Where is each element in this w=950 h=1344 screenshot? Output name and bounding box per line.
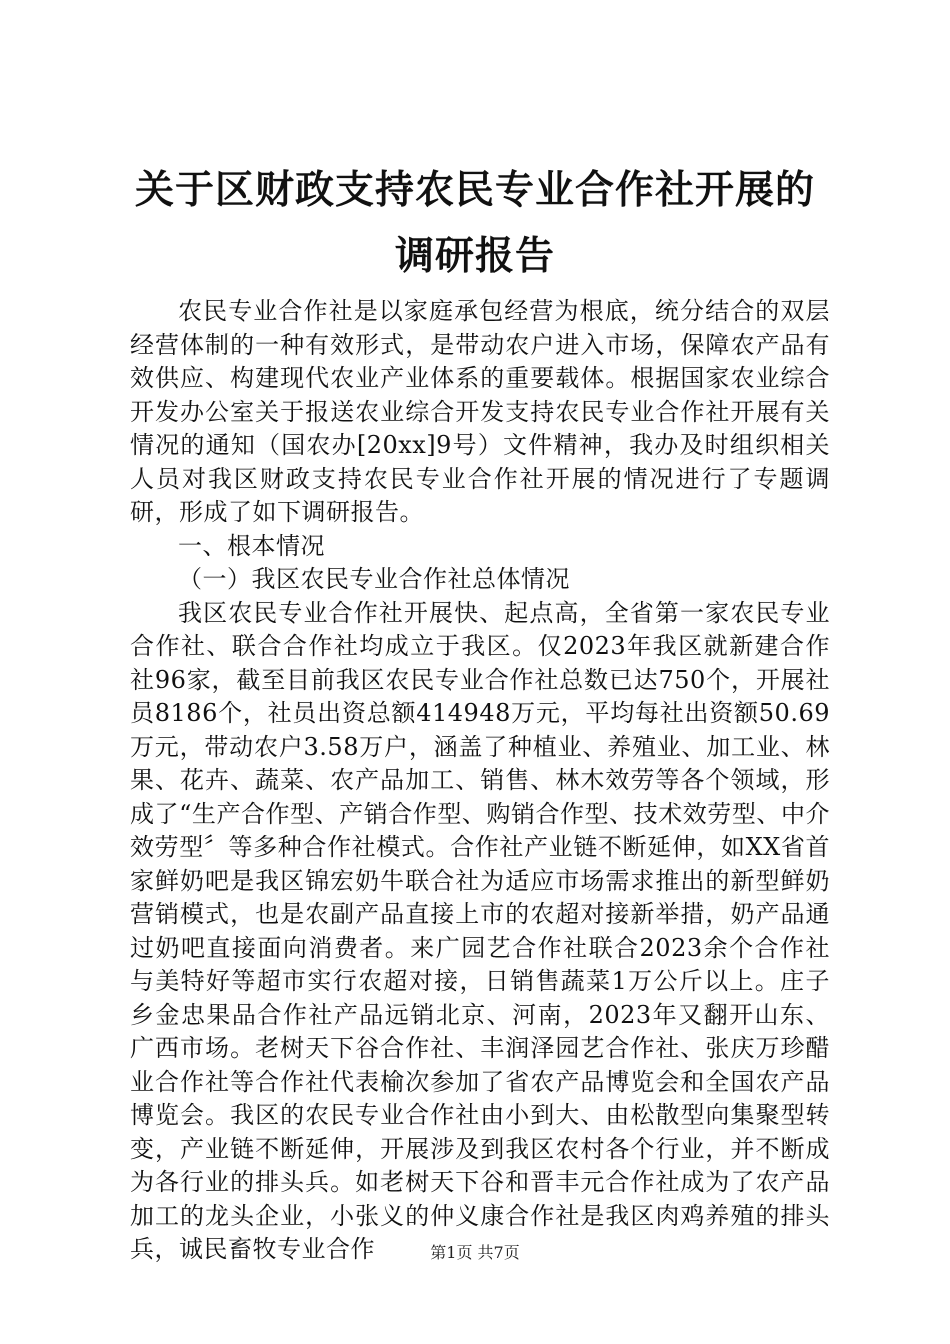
intro-paragraph: 农民专业合作社是以家庭承包经营为根底，统分结合的双层经营体制的一种有效形式，是带动农户进入市场，保障农产品有效供应、构建现代农业产业体系的重要载体。根据国家农业综合开发办公室关于报送农业综合开发支持农民专业合作社开展有关情况的通知（国农办[20xx]9号）文件精神，我办及时组织相关人员对我区财政支持农民专业合作社开展的情况进行了专题调研，形成了如下调研报告。: [130, 297, 830, 526]
section-heading: 一、根本情况: [178, 531, 325, 560]
document-title: 关于区财政支持农民专业合作社开展的调研报告: [134, 168, 815, 279]
subsection-heading: （一）我区农民专业合作社总体情况: [178, 565, 570, 593]
document-body: [130, 295, 830, 1267]
page-number-footer: 第1页 共7页: [430, 1243, 520, 1262]
body-paragraph: 我区农民专业合作社开展快、起点高，全省第一家农民专业合作社、联合合作社均成立于我区。仅2023年我区就新建合作社96家，截至目前我区农民专业合作社总数已达750个，开展社员8186个，社员出资总额414948万元，平均每社出资额50.69万元，带动农户3.58万户，涵盖了种植业、养殖业、加工业、林果、花卉、蔬菜、农产品加工、销售、林木效劳等各个领域，形成了“生产合作型、产销合作型、购销合作型、技术效劳型、中介效劳型〞等多种合作社模式。合作社产业链不断延伸，如XX省首家鲜奶吧是我区锦宏奶牛联合社为适应市场需求推出的新型鲜奶营销模式，也是农副产品直接上市的农超对接新举措，奶产品通过奶吧直接面向消费者。来广园艺合作社联合2023余个合作社与美特好等超市实行农超对接，日销售蔬菜1万公斤以上。庄子乡金忠果品合作社产品远销北京、河南，2023年又翻开山东、广西市场。老树天下谷合作社、丰润泽园艺合作社、张庆万珍醋业合作社等合作社代表榆次参加了省农产品博览会和全国农产品博览会。我区的农民专业合作社由小到大、由松散型向集聚型转变，产业链不断延伸，开展涉及到我区农村各个行业，并不断成为各行业的排头兵。如老树天下谷和晋丰元合作社成为了农产品加工的龙头企业，小张义的仲义康合作社是我区肉鸡养殖的排头兵，诚民畜牧专业合作: [130, 598, 830, 1263]
